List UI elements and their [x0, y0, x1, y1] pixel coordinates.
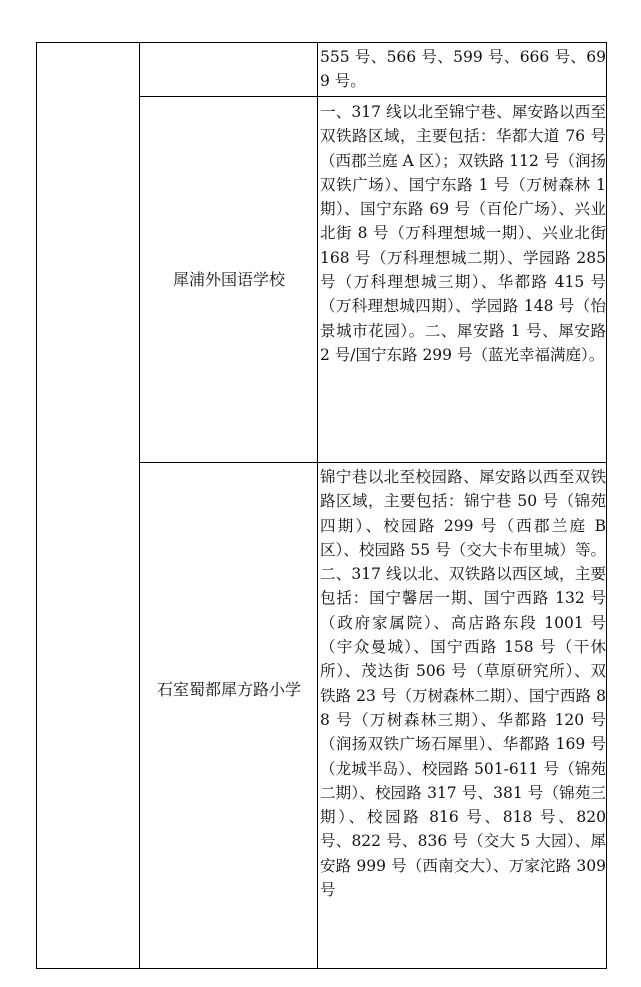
address-cell-1: 555 号、566 号、599 号、666 号、699 号。 [320, 48, 606, 91]
table-border-top [36, 42, 607, 43]
table-border-left [36, 42, 37, 969]
row-divider-2 [139, 462, 607, 463]
table-border-right [606, 42, 607, 969]
address-cell-2: 一、317 线以北至锦宁巷、犀安路以西至双铁路区域，主要包括：华都大道 76 号（西郡兰庭 A 区）；双铁路 112 号（润扬双铁广场）、国宁东路 1 号（万树森林 1 期）、国宁东路 69 号（百伦广场）、兴业北街 8 号（万科理想城一期）、兴业北街 168 号（万科理想城二期）、学园路 285 号（万科理想城三期）、华都路 415 号（万科理想城四期）、学园路 148 号（怡景城市花园）。二、犀安路 1 号、犀安路 2 号/国宁东路 299 号（蓝光幸福满庭）。 [320, 103, 606, 364]
school-name-cell-3: 石室蜀都犀方路小学 [156, 680, 301, 699]
row-divider-1 [139, 96, 607, 97]
school-name-cell-2: 犀浦外国语学校 [172, 270, 285, 289]
address-cell-3: 锦宁巷以北至校园路、犀安路以西至双铁路区域，主要包括：锦宁巷 50 号（锦苑四期）、校园路 299 号（西郡兰庭 B 区）、校园路 55 号（交大卡布里城）等。二、317 线以北、双铁路以西区域，主要包括：国宁馨居一期、国宁西路 132 号（政府家属院）、高店路东段 1001 号（宇众曼城）、国宁西路 158 号（干休所）、茂达街 506 号（草原研究所）、双铁路 23 号（万树森林二期）、国宁西路 88 号（万树森林三期）、华都路 120 号（润扬双铁广场石犀里）、华都路 169 号（龙城半岛）、校园路 501-611 号（锦苑二期）、校园路 317 号、381 号（锦苑三期）、校园路 816 号、818 号、820 号、822 号、836 号（交大 5 大园）、犀安路 999 号（西南交大）、万家沱路 309 号 [320, 468, 606, 900]
table-border-bottom [36, 968, 607, 969]
column-divider-2 [317, 42, 318, 969]
column-divider-1 [139, 42, 140, 969]
